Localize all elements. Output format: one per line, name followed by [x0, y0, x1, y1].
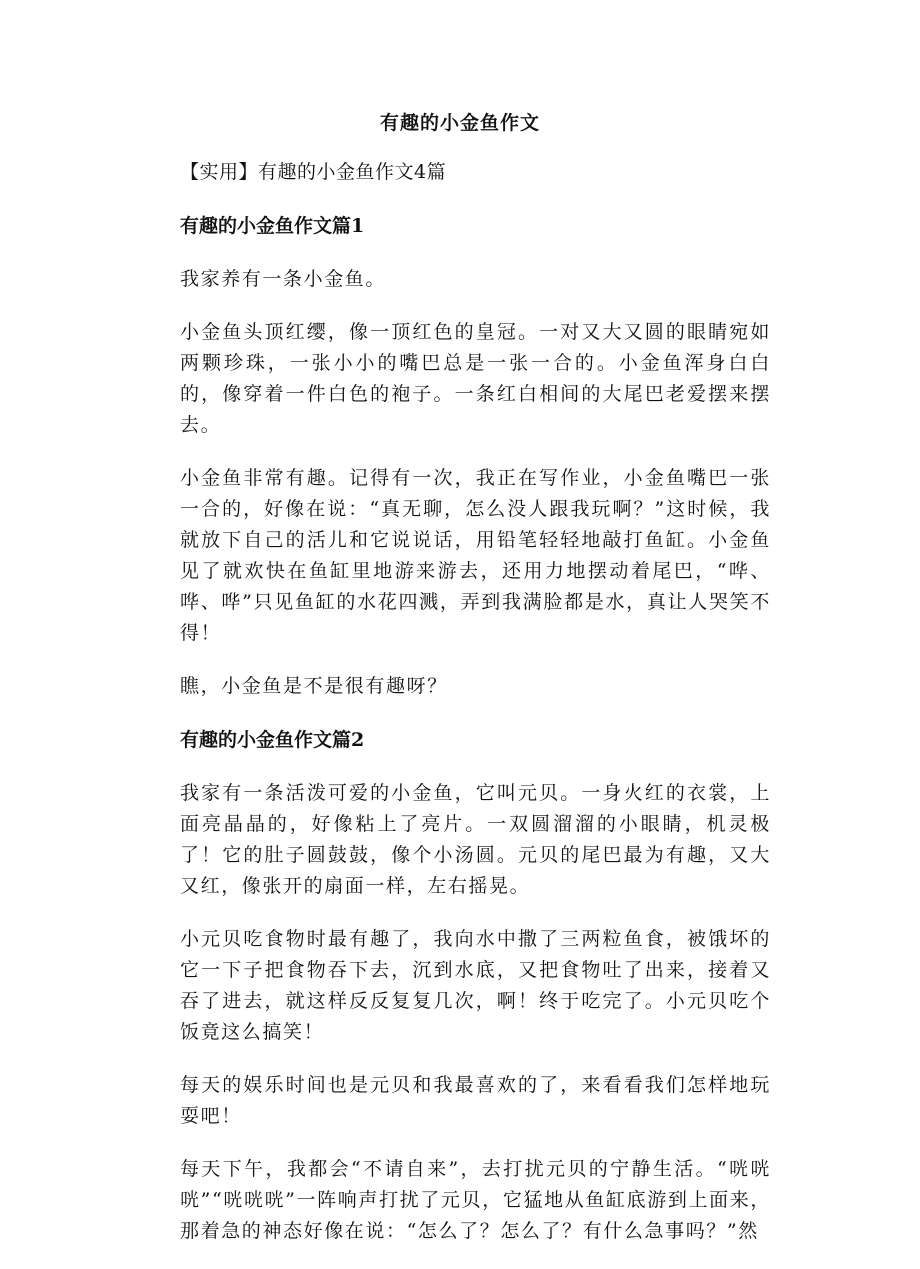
section-1-paragraph-3: 小金鱼非常有趣。记得有一次，我正在写作业，小金鱼嘴巴一张一合的，好像在说：“真无聊，怎么没人跟我玩啊？”这时候，我就放下自己的活儿和它说说话，用铅笔轻轻地敲打鱼缸。小金鱼见了就欢快在鱼缸里地游来游去，还用力地摆动着尾巴，“哗、哗、哗”只见鱼缸的水花四溅，弄到我满脸都是水，真让人哭笑不得！: [180, 467, 771, 644]
section-2-paragraph-4: 每天下午，我都会“不请自来”，去打扰元贝的宁静生活。“咣咣咣”“咣咣咣”一阵响声打扰了元贝，它猛地从鱼缸底游到上面来，那着急的神态好像在说：“怎么了？怎么了？有什么急事吗？”然: [180, 1158, 771, 1242]
section-1-paragraph-2: 小金鱼头顶红缨，像一顶红色的皇冠。一对又大又圆的眼睛宛如两颗珍珠，一张小小的嘴巴总是一张一合的。小金鱼浑身白白的，像穿着一件白色的袍子。一条红白相间的大尾巴老爱摆来摆去。: [180, 321, 771, 436]
document-body: [180, 156, 771, 1269]
section-1-paragraph-4: 瞧，小金鱼是不是很有趣呀？: [180, 675, 448, 697]
section-heading-1: 有趣的小金鱼作文篇1: [180, 215, 365, 237]
section-2-paragraph-1: 我家有一条活泼可爱的小金鱼，它叫元贝。一身火红的衣裳，上面亮晶晶的，好像粘上了亮片。一双圆溜溜的小眼睛，机灵极了！它的肚子圆鼓鼓，像个小汤圆。元贝的尾巴最为有趣，又大又红，像张开的扇面一样，左右摇晃。: [180, 782, 771, 897]
section-1-paragraph-1: 我家养有一条小金鱼。: [180, 268, 387, 290]
document-title: 有趣的小金鱼作文: [379, 112, 540, 134]
document-subtitle: 【实用】有趣的小金鱼作文4篇: [180, 161, 447, 183]
section-2-paragraph-2: 小元贝吃食物时最有趣了，我向水中撒了三两粒鱼食，被饿坏的它一下子把食物吞下去，沉到水底，又把食物吐了出来，接着又吞了进去，就这样反反复复几次，啊！终于吃完了。小元贝吃个饭竟这么搞笑！: [180, 928, 771, 1043]
section-heading-2: 有趣的小金鱼作文篇2: [180, 729, 365, 751]
section-2-paragraph-3: 每天的娱乐时间也是元贝和我最喜欢的了，来看看我们怎样地玩耍吧！: [180, 1074, 771, 1127]
